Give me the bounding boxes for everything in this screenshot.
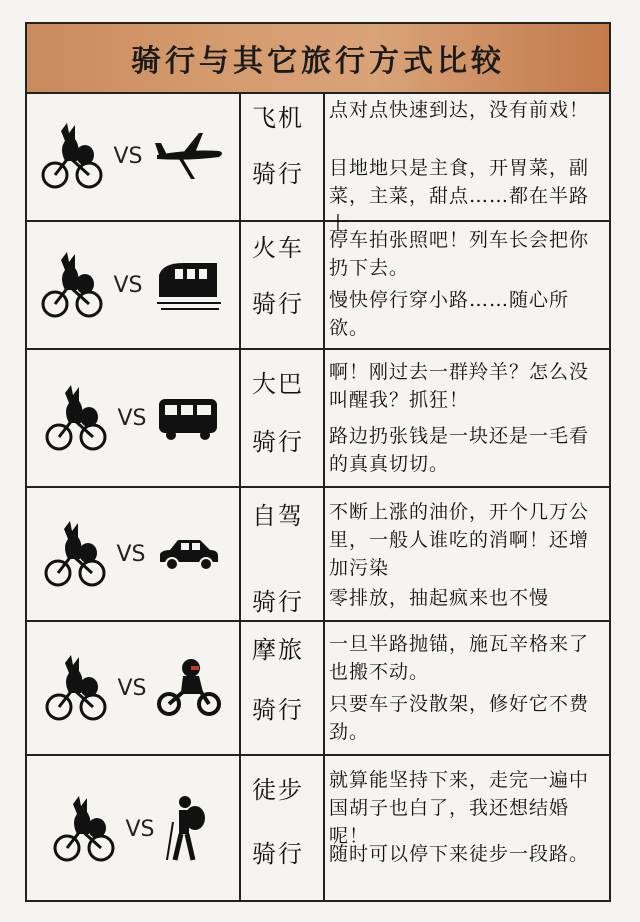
bus-icon	[157, 395, 221, 441]
cyclist-icon	[41, 250, 103, 320]
vs-label: VS	[125, 816, 155, 842]
mode-description	[329, 630, 599, 686]
title-banner	[27, 24, 609, 94]
cycling-label: 骑行	[252, 588, 304, 616]
mode-labels	[241, 756, 315, 902]
cycling-label: 骑行	[252, 840, 304, 868]
row-hiking	[27, 756, 609, 902]
row-pictures	[27, 222, 239, 348]
car-icon	[156, 534, 222, 574]
mode-description	[329, 226, 599, 282]
mode-label: 自驾	[252, 502, 304, 530]
mode-label: 飞机	[252, 104, 304, 132]
mode-text: 不断上涨的油价，开个几万公里，一般人谁吃的消啊！还增加污染	[329, 501, 590, 579]
row-pictures	[27, 92, 239, 220]
mode-description	[329, 498, 599, 582]
hiker-icon	[165, 794, 213, 864]
vs-label: VS	[113, 272, 143, 298]
mode-label: 徒步	[252, 776, 304, 804]
cycling-description	[329, 286, 599, 342]
cyclist-icon	[45, 653, 107, 723]
cyclist-icon	[41, 121, 103, 191]
vs-label: VS	[116, 541, 146, 567]
vs-label: VS	[117, 405, 147, 431]
mode-label: 大巴	[252, 370, 304, 398]
cycling-description	[329, 422, 599, 478]
cycling-label: 骑行	[252, 428, 304, 456]
mode-label: 火车	[252, 234, 304, 262]
cycling-text: 只要车子没散架，修好它不费劲。	[329, 693, 590, 743]
mode-text: 就算能坚持下来，走完一遍中国胡子也白了，我还想结婚呢！	[329, 769, 590, 847]
mode-description	[329, 96, 599, 124]
vs-label: VS	[117, 675, 147, 701]
cycling-text: 零排放，抽起疯来也不慢	[329, 587, 550, 609]
mode-label: 摩旅	[252, 636, 304, 664]
train-icon	[153, 257, 225, 313]
mode-text: 啊！刚过去一群羚羊？怎么没叫醒我？抓狂！	[329, 361, 590, 411]
mode-description	[329, 358, 599, 414]
row-pictures	[27, 756, 239, 902]
motorcycle-icon	[157, 658, 221, 718]
cyclist-icon	[44, 519, 106, 589]
cyclist-icon	[53, 794, 115, 864]
cycling-label: 骑行	[252, 290, 304, 318]
cycling-text: 随时可以停下来徒步一段路。	[329, 843, 590, 865]
row-pictures	[27, 350, 239, 486]
cycling-text: 路边扔张钱是一块还是一毛看的真真切切。	[329, 425, 590, 475]
row-train	[27, 222, 609, 350]
cycling-description	[329, 690, 599, 746]
mode-text: 点对点快速到达，没有前戏！	[329, 99, 590, 121]
cycling-text: 目地地只是主食，开胃菜，副菜，主菜，甜点……都在半路上	[329, 157, 590, 235]
mode-labels	[241, 488, 315, 620]
row-pictures	[27, 622, 239, 754]
cycling-text: 慢快停行穿小路……随心所欲。	[329, 289, 570, 339]
page-title: 骑行与其它旅行方式比较	[131, 44, 505, 79]
cycling-label: 骑行	[252, 696, 304, 724]
mode-labels	[241, 222, 315, 348]
cyclist-icon	[45, 383, 107, 453]
row-airplane	[27, 92, 609, 235]
mode-labels	[241, 92, 315, 220]
cycling-description	[329, 584, 599, 612]
row-bus	[27, 350, 609, 488]
airplane-icon	[153, 131, 225, 181]
mode-description	[329, 766, 599, 850]
mode-text: 停车拍张照吧！列车长会把你扔下去。	[329, 229, 590, 279]
mode-text: 一旦半路抛锚，施瓦辛格来了也搬不动。	[329, 633, 590, 683]
row-car	[27, 488, 609, 622]
row-pictures	[27, 488, 239, 620]
cycling-description	[329, 840, 599, 868]
mode-labels	[241, 350, 315, 486]
comparison-table	[25, 22, 611, 902]
mode-labels	[241, 622, 315, 754]
vs-label: VS	[113, 143, 143, 169]
cycling-label: 骑行	[252, 160, 304, 188]
row-motorcycle	[27, 622, 609, 756]
